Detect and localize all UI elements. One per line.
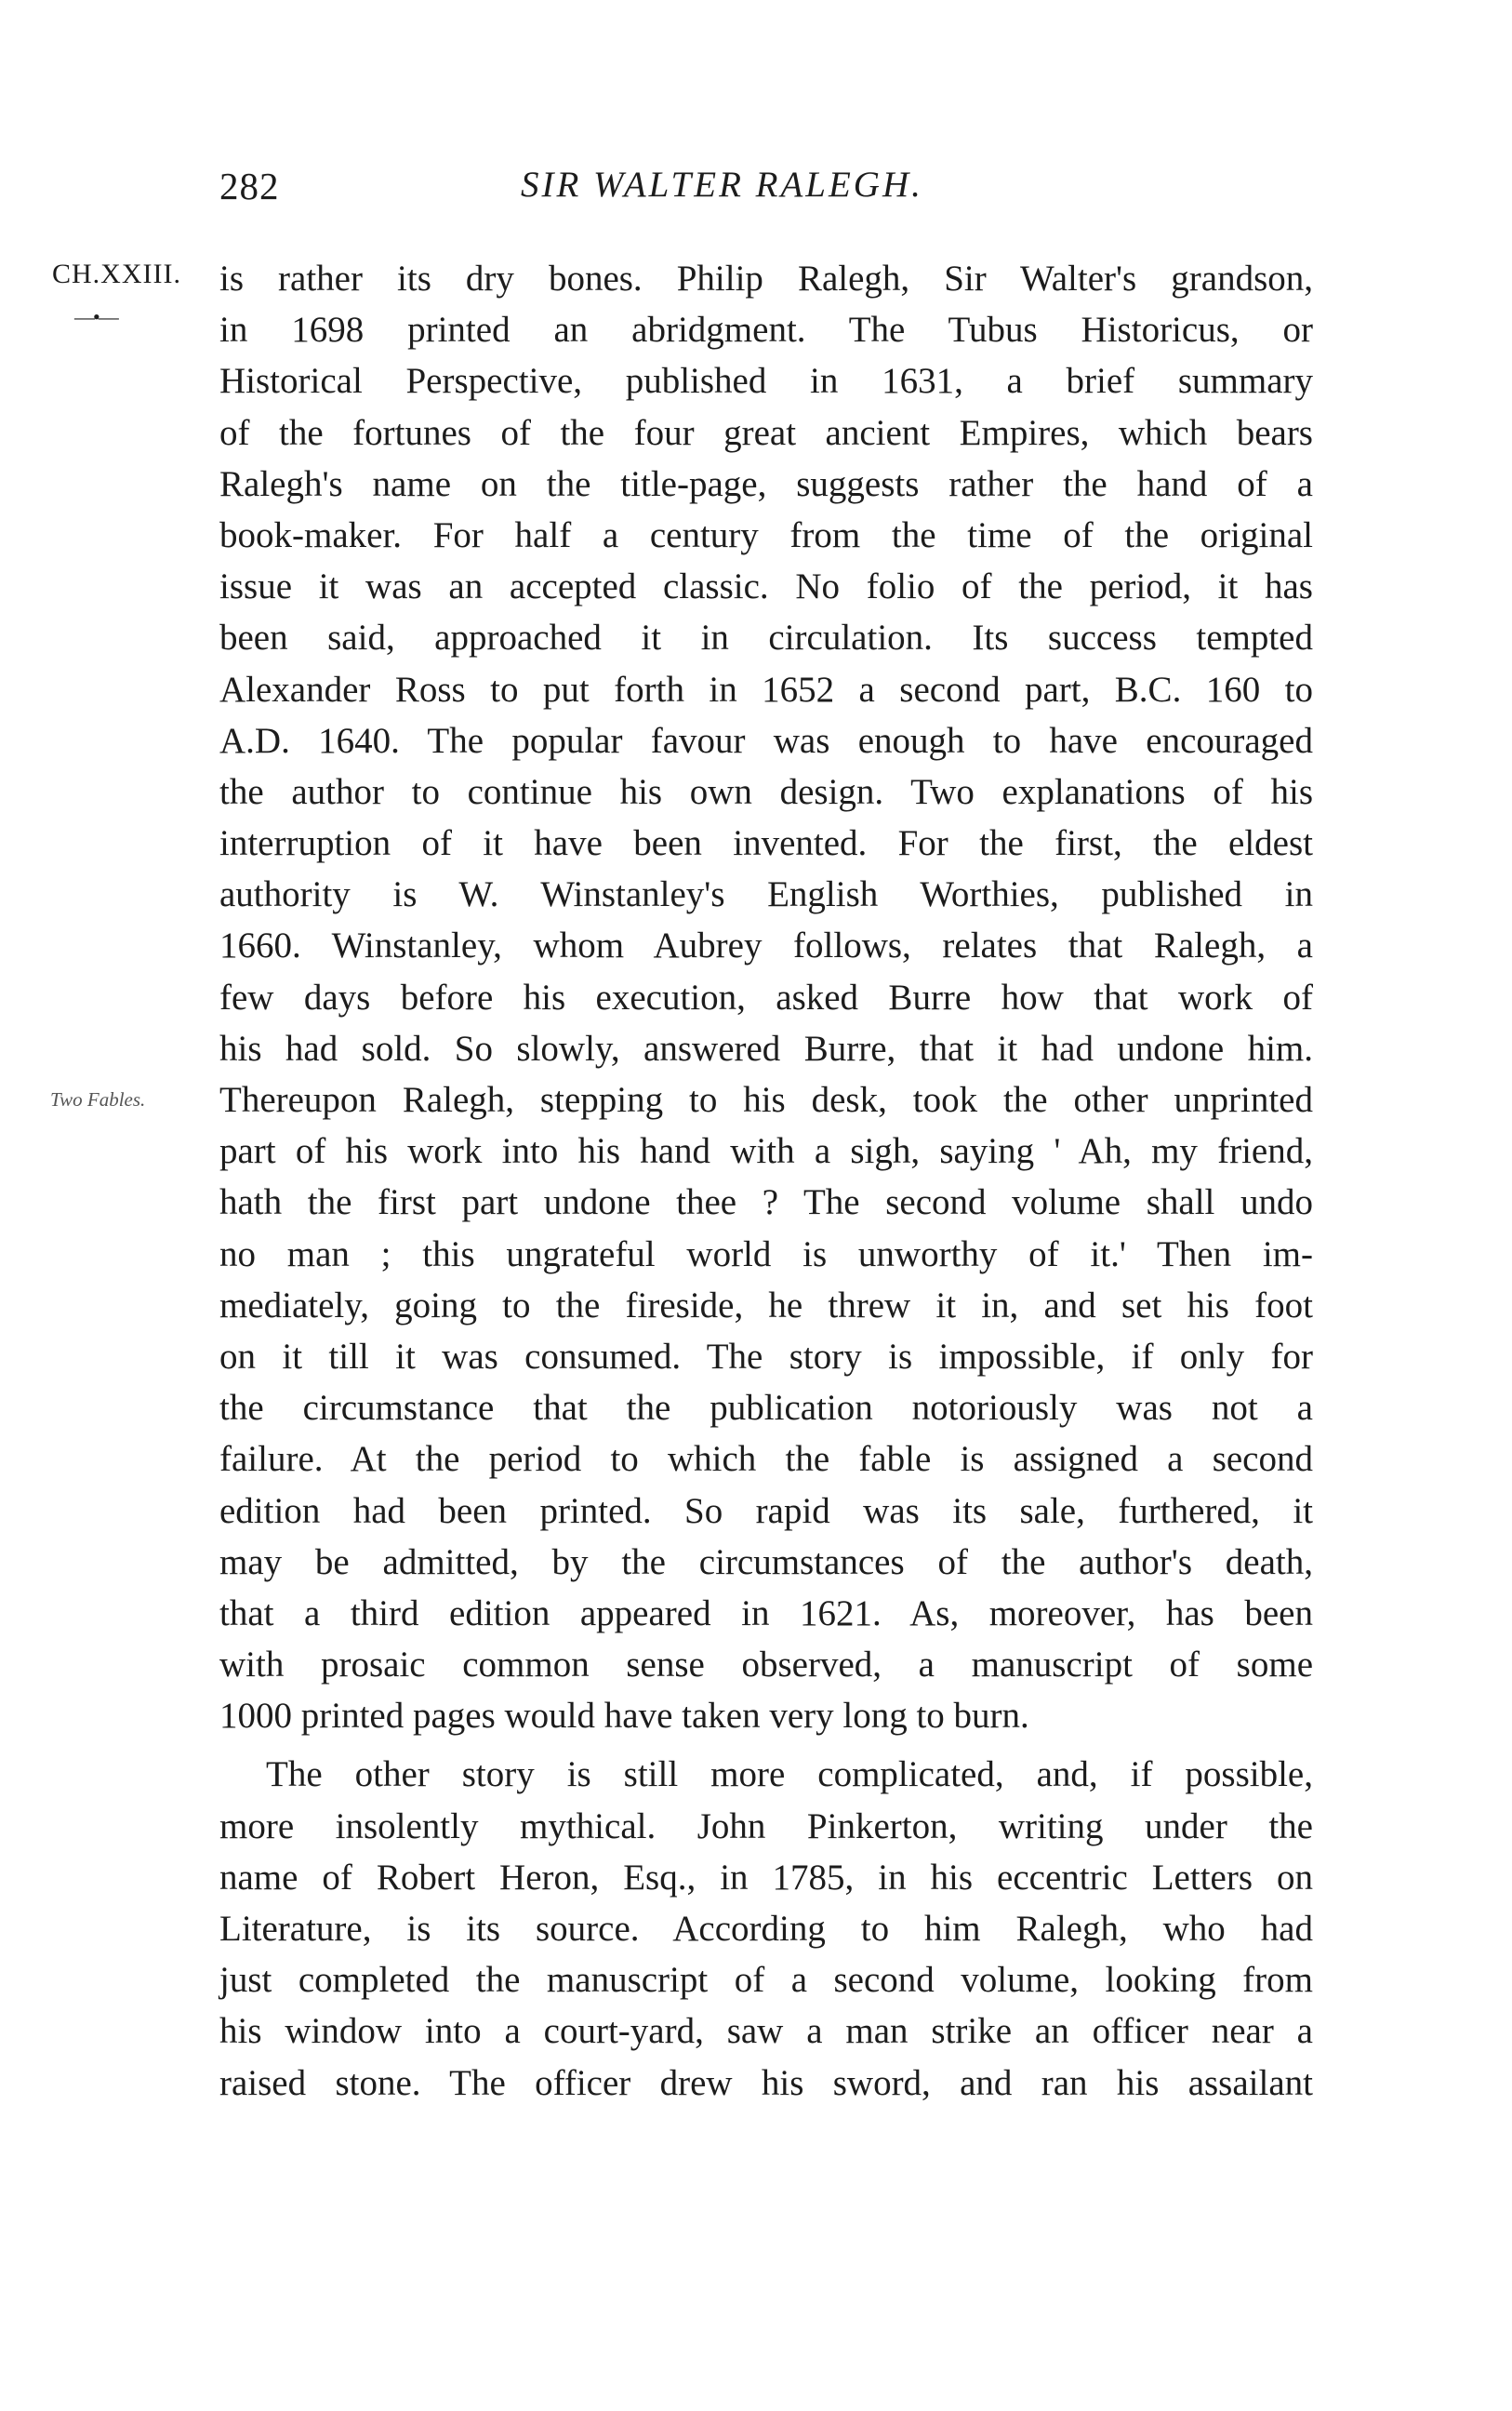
text-line: authority is W. Winstanley's English Worthies, published in [219,874,1313,915]
text-line: been said, approached it in circulation. Its success tempted [219,618,1313,659]
text-line: the circumstance that the publication notoriously was not a [219,1388,1313,1429]
text-line: name of Robert Heron, Esq., in 1785, in his eccentric Letters on [219,1857,1313,1898]
text-line: few days before his execution, asked Burre how that work of [219,977,1313,1018]
text-line: that a third edition appeared in 1621. As, moreover, has been [219,1592,1313,1633]
text-line: interruption of it have been invented. For the first, the eldest [219,823,1313,864]
text-line: Alexander Ross to put forth in 1652 a second part, B.C. 160 to [219,669,1313,710]
text-line: book-maker. For half a century from the time of the original [219,514,1313,555]
text-line: more insolently mythical. John Pinkerton, writing under the [219,1805,1313,1846]
text-line: issue it was an accepted classic. No folio of the period, it has [219,566,1313,607]
text-line: edition had been printed. So rapid was its sale, furthered, it [219,1490,1313,1531]
page-number: 282 [219,165,280,207]
paragraph-gap [219,1741,1313,1749]
paragraph-1 [219,253,1313,1741]
text-line: on it till it was consumed. The story is impossible, if only for [219,1336,1313,1377]
text-line: raised stone. The officer drew his sword, and ran his assailant [219,2062,1313,2103]
text-line: of the fortunes of the four great ancient Empires, which bears [219,412,1313,453]
chapter-label: CH.XXIII. [52,259,181,289]
text-line: in 1698 printed an abridgment. The Tubus Historicus, or [219,310,1313,351]
text-line: the author to continue his own design. Two explanations of his [219,771,1313,812]
text-line: his had sold. So slowly, answered Burre, that it had undone him. [219,1028,1313,1069]
text-line: Literature, is its source. According to him Ralegh, who had [219,1909,1313,1949]
text-line: may be admitted, by the circumstances of the author's death, [219,1541,1313,1582]
text-line: A.D. 1640. The popular favour was enough to have encouraged [219,720,1313,761]
body-text [219,253,1313,2109]
text-line: Ralegh's name on the title-page, suggests rather the hand of a [219,463,1313,504]
text-line: mediately, going to the fireside, he threw it in, and set his foot [219,1285,1313,1325]
text-line: hath the first part undone thee ? The second volume shall undo [219,1182,1313,1223]
paragraph-2 [219,1749,1313,2108]
sidenote-two-fables: Two Fables. [50,1088,146,1111]
text-line: his window into a court-yard, saw a man strike an officer near a [219,2011,1313,2052]
chapter-ornament: —•— [74,305,117,328]
text-line: 1000 printed pages would have taken very long to burn. [219,1696,1029,1737]
text-line: is rather its dry bones. Philip Ralegh, Sir Walter's grandson, [219,259,1313,299]
running-title: SIR WALTER RALEGH. [521,165,923,205]
page-header [0,164,1512,220]
text-line: Historical Perspective, published in 1631, a brief summary [219,361,1313,402]
text-line: Thereupon Ralegh, stepping to his desk, took the other unprinted [219,1080,1313,1120]
text-line: just completed the manuscript of a second volume, looking from [219,1960,1313,2001]
text-line: no man ; this ungrateful world is unworthy of it.' Then im- [219,1233,1313,1274]
text-line: part of his work into his hand with a sigh, saying ' Ah, my friend, [219,1131,1313,1172]
text-line: 1660. Winstanley, whom Aubrey follows, relates that Ralegh, a [219,926,1313,966]
text-line: with prosaic common sense observed, a manuscript of some [219,1645,1313,1685]
text-line: The other story is still more complicated, and, if possible, [266,1754,1313,1795]
text-line: failure. At the period to which the fable is assigned a second [219,1439,1313,1480]
